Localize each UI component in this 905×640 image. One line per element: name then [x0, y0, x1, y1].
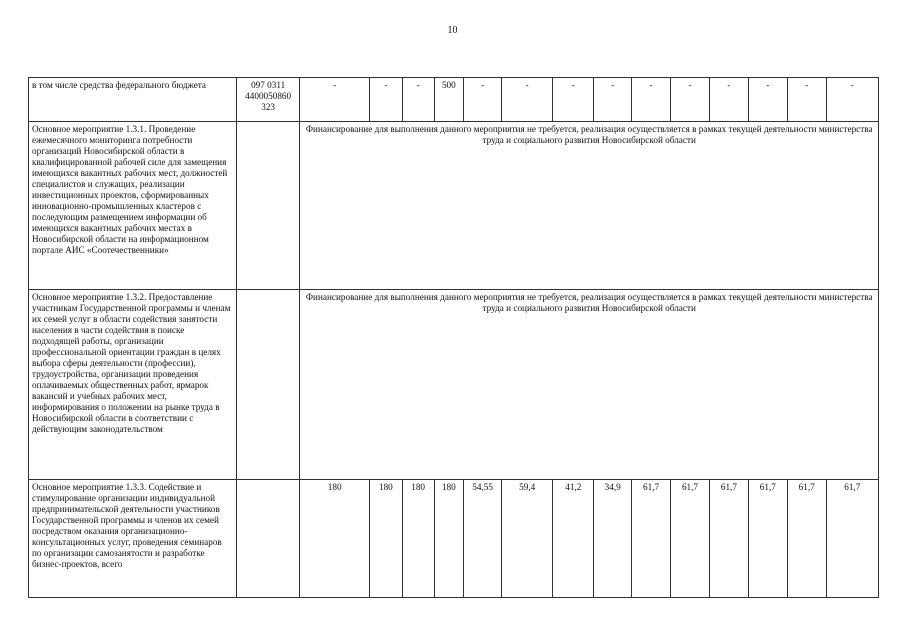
value-cell: -	[464, 78, 502, 122]
value-cell: -	[594, 78, 632, 122]
value-cell: 180	[300, 480, 370, 598]
value-cell: 61,7	[787, 480, 826, 598]
budget-code	[236, 480, 299, 598]
value-cell: -	[709, 78, 748, 122]
table-row	[29, 122, 879, 290]
value-cell: 54,55	[464, 480, 502, 598]
budget-code	[236, 122, 299, 290]
page-number: 10	[447, 25, 458, 36]
value-cell: -	[632, 78, 671, 122]
funding-note: Финансирование для выполнения данного мероприятия не требуется, реализация осуществляется в рамках текущей деятельности министерства труда и социального развития Новосибирской области	[300, 122, 879, 290]
budget-table	[28, 77, 879, 598]
row-description: Основное мероприятие 1.3.3. Содействие и стимулирование организации индивидуальной предпринимательской деятельности участников Государственной программы и членов их семей посредством оказания организационно-консультационных услуг, проведения семинаров по организации самозанятости и разработке бизнес-проектов, всего	[29, 480, 237, 598]
value-cell: 500	[434, 78, 464, 122]
value-cell: 180	[434, 480, 464, 598]
value-cell: -	[370, 78, 403, 122]
row-description: в том числе средства федерального бюджета	[29, 78, 237, 122]
value-cell: 61,7	[826, 480, 878, 598]
value-cell: 61,7	[632, 480, 671, 598]
value-cell: 180	[370, 480, 403, 598]
value-cell: -	[502, 78, 553, 122]
value-cell: 59,4	[502, 480, 553, 598]
value-cell: 34,9	[594, 480, 632, 598]
value-cell: 180	[402, 480, 434, 598]
value-cell: -	[748, 78, 787, 122]
table-row	[29, 78, 879, 122]
value-cell: -	[402, 78, 434, 122]
budget-code: 097 0311 4400050860 323	[236, 78, 299, 122]
table-row	[29, 290, 879, 480]
value-cell: 41,2	[553, 480, 594, 598]
value-cell: -	[787, 78, 826, 122]
budget-code	[236, 290, 299, 480]
row-description: Основное мероприятие 1.3.2. Предоставление участникам Государственной программы и членам их семей услуг в области содействия занятости населения в части содействия в поиске подходящей работы, организации профессиональной ориентации граждан в целях выбора сферы деятельности (профессии), трудоустройства, организации проведения оплачиваемых общественных работ, ярмарок вакансий и учебных рабочих мест, информирования о положении на рынке труда в Новосибирской области в соответствии с действующим законодательством	[29, 290, 237, 480]
row-description: Основное мероприятие 1.3.1. Проведение ежемесячного мониторинга потребности организаций Новосибирской области в квалифицированной рабочей силе для замещения имеющихся вакантных рабочих мест, должностей специалистов и служащих, реализации инвестиционных проектов, сформированных инновационно-промышленных кластеров с последующим размещением информации об имеющихся вакантных рабочих местах в Новосибирской области на информационном портале АИС «Соотечественники»	[29, 122, 237, 290]
value-cell: -	[553, 78, 594, 122]
value-cell: 61,7	[709, 480, 748, 598]
value-cell: -	[671, 78, 710, 122]
value-cell: 61,7	[671, 480, 710, 598]
table-row	[29, 480, 879, 598]
value-cell: -	[300, 78, 370, 122]
value-cell: 61,7	[748, 480, 787, 598]
value-cell: -	[826, 78, 878, 122]
funding-note: Финансирование для выполнения данного мероприятия не требуется, реализация осуществляется в рамках текущей деятельности министерства труда и социального развития Новосибирской области	[300, 290, 879, 480]
